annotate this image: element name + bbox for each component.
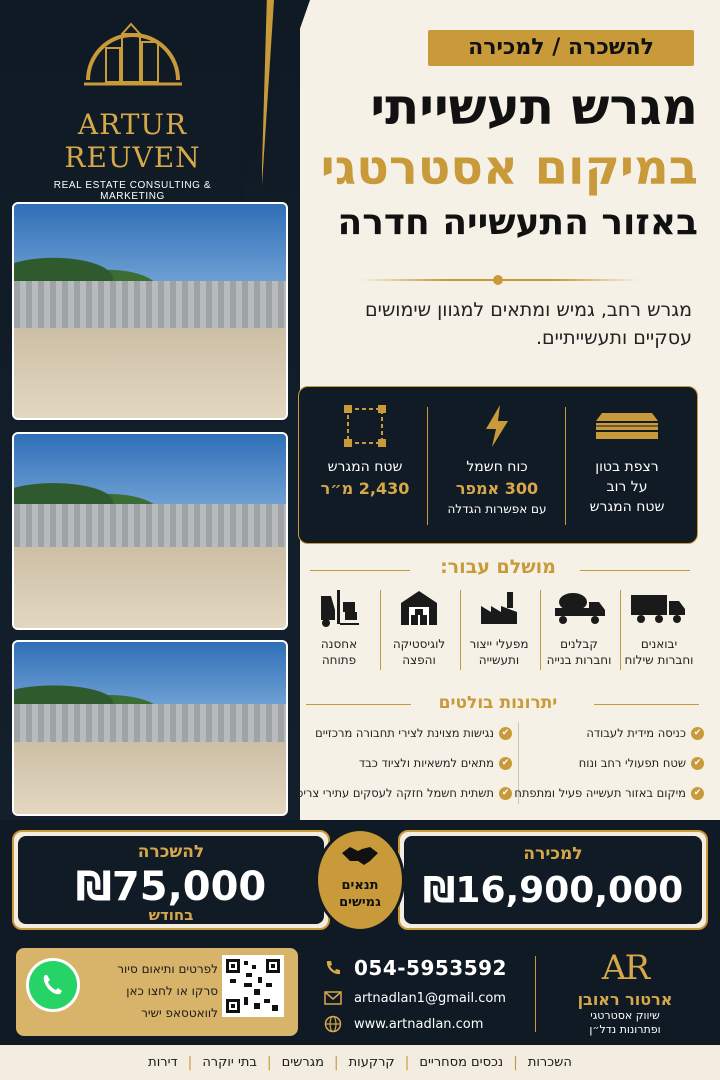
feature-power-line3: עם אפשרות הגדלה: [447, 502, 547, 516]
concrete-truck-icon: [540, 586, 618, 630]
footer-separator: |: [404, 1054, 410, 1071]
use-factories: [460, 586, 538, 668]
title-line-2: במיקום אסטרטגי: [320, 140, 698, 196]
features-box: [298, 386, 698, 544]
rent-label: להשכרה: [137, 842, 205, 862]
rent-price-box: [12, 830, 330, 930]
feature-concrete-line2: על רוב: [606, 479, 648, 495]
terms-line1: תנאים: [341, 878, 379, 893]
lot-photo-3: [12, 640, 288, 816]
advantages-line-right: [594, 704, 699, 705]
title-line-1: מגרש תעשייתי: [370, 78, 698, 136]
advantage-item: ✔כניסה מידית לעבודה: [586, 726, 704, 740]
area-square-icon: [299, 399, 431, 453]
building-emblem-icon: [78, 10, 188, 100]
suitable-line-left: [310, 570, 410, 571]
check-icon: ✔: [691, 727, 704, 740]
description: מגרש רחב, גמיש ומתאים למגוון שימושים עסקיים ותעשייתיים.: [364, 299, 692, 349]
use-divider: [620, 590, 621, 670]
use-factories-label1: מפעלי ייצור: [469, 637, 529, 651]
footer-link-land[interactable]: קרקעות: [348, 1055, 395, 1070]
use-storage-label1: אחסנה: [320, 637, 358, 651]
truck-icon: [620, 586, 698, 630]
feature-area-line2: 2,430 מ״ר: [320, 479, 410, 498]
advantage-item: ✔שטח תפעולי רחב ונוח: [579, 756, 704, 770]
whatsapp-line3: לוואטסאפ ישיר: [141, 1006, 218, 1020]
footer-link-commercial[interactable]: נכסים מסחריים: [419, 1055, 504, 1070]
footer-link-rentals[interactable]: השכרות: [527, 1055, 572, 1070]
check-icon: ✔: [499, 787, 512, 800]
use-logistics-label2: והפצה: [402, 653, 436, 667]
use-divider: [460, 590, 461, 670]
use-importers-label2: וחברות שילוח: [624, 653, 694, 667]
advantages-line-left: [306, 704, 411, 705]
concrete-slab-icon: [561, 399, 693, 453]
brand-logo: [20, 10, 245, 202]
rent-value: ₪75,000: [75, 864, 267, 910]
brand-name: ARTUR REUVEN: [64, 108, 201, 174]
check-icon: ✔: [691, 757, 704, 770]
advantage-item: ✔נגישות מצוינת לצירי תחבורה מרכזיים: [315, 726, 512, 740]
ar-subtitle: שיווק אסטרטגי ופתרונות נדל״ן: [589, 1009, 661, 1036]
contact-email[interactable]: artnadlan1@gmail.com: [322, 986, 522, 1010]
lot-photo-1: [12, 202, 288, 420]
footer-nav: [0, 1045, 720, 1080]
footer-separator: |: [187, 1054, 193, 1071]
advantages-title: יתרונות בולטים: [438, 693, 558, 713]
footer-link-lots[interactable]: מגרשים: [281, 1055, 324, 1070]
phone-icon: [322, 957, 344, 979]
footer-separator: |: [333, 1054, 339, 1071]
feature-concrete-line3: שטח המגרש: [589, 499, 665, 515]
feature-area-line1: שטח המגרש: [327, 459, 403, 475]
divider-dot: [493, 275, 503, 285]
feature-power: [431, 399, 563, 516]
ar-logo: [540, 948, 710, 1037]
feature-concrete-line1: רצפת בטון: [595, 459, 659, 475]
check-icon: ✔: [691, 787, 704, 800]
lightning-icon: [431, 399, 563, 453]
advantage-item: ✔מתאים למשאיות ולציוד כבד: [359, 756, 512, 770]
footer-link-luxury[interactable]: בתי יוקרה: [202, 1055, 257, 1070]
whatsapp-line2: סרקו או לחצו כאן: [126, 984, 218, 998]
footer-link-apartments[interactable]: דירות: [148, 1055, 178, 1070]
use-logistics-label1: לוגיסטיקה: [392, 637, 446, 651]
forklift-icon: [300, 586, 378, 630]
advantage-item: ✔מיקום באזור תעשייה פעיל ומתפתח: [514, 786, 704, 800]
use-contractors-label2: וחברות בנייה: [546, 653, 612, 667]
qr-code[interactable]: [222, 955, 284, 1017]
factory-icon: [460, 586, 538, 630]
ar-monogram: AR: [601, 948, 649, 988]
use-contractors-label1: קבלנים: [560, 637, 598, 651]
use-importers: [620, 586, 698, 668]
contact-divider: [535, 956, 536, 1032]
check-icon: ✔: [499, 757, 512, 770]
flexible-terms-badge: [315, 828, 405, 932]
sale-value: ₪16,900,000: [422, 870, 684, 911]
contact-phone[interactable]: 054-5953592: [322, 956, 522, 980]
title-line-3: באזור התעשייה חדרה: [337, 202, 698, 243]
use-contractors: [540, 586, 618, 668]
use-logistics: [380, 586, 458, 668]
whatsapp-line1: לפרטים ותיאום סיור: [117, 962, 218, 976]
rent-unit: בחודש: [148, 906, 194, 924]
footer-separator: |: [266, 1054, 272, 1071]
feature-concrete: [561, 399, 693, 515]
sale-price-box: [398, 830, 708, 930]
feature-power-line1: כוח חשמל: [466, 459, 528, 475]
suitable-line-right: [580, 570, 690, 571]
sale-label: למכירה: [523, 844, 583, 864]
suitable-title: מושלם עבור:: [440, 556, 556, 578]
advantage-item: ✔תשתית חשמל חזקה לעסקים עתירי צריכה: [290, 786, 512, 800]
use-storage: [300, 586, 378, 668]
check-icon: ✔: [499, 727, 512, 740]
use-factories-label2: ותעשייה: [478, 653, 520, 667]
brand-subtitle: REAL ESTATE CONSULTING & MARKETING: [53, 180, 212, 202]
terms-line2: גמישים: [339, 895, 381, 910]
use-importers-label1: יבואנים: [640, 637, 678, 651]
use-divider: [540, 590, 541, 670]
globe-icon: [322, 1013, 344, 1035]
feature-area: [299, 399, 431, 498]
mail-icon: [322, 987, 344, 1009]
use-divider: [380, 590, 381, 670]
handshake-icon: [318, 843, 402, 873]
feature-power-line2: 300 אמפר: [455, 479, 539, 498]
whatsapp-icon[interactable]: [26, 958, 80, 1012]
lot-photo-2: [12, 432, 288, 630]
footer-separator: |: [513, 1054, 518, 1071]
contact-website[interactable]: www.artnadlan.com: [322, 1012, 522, 1036]
warehouse-icon: [380, 586, 458, 630]
feature-divider: [565, 407, 566, 525]
use-storage-label2: פתוחה: [321, 653, 357, 667]
ar-name: ארטור ראובן: [577, 990, 673, 1009]
listing-tag: להשכרה / למכירה: [428, 30, 694, 66]
whatsapp-text[interactable]: [90, 958, 218, 1024]
